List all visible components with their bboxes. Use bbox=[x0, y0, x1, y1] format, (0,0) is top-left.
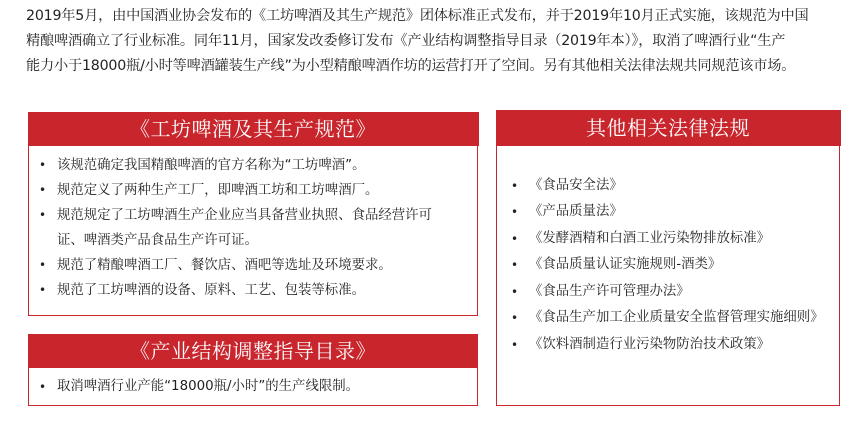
panel-title: 其他相关法律法规 bbox=[496, 110, 841, 146]
bullet-icon: • bbox=[511, 284, 519, 299]
list-item-text: 《饮料酒制造行业污染物防治技术政策》 bbox=[529, 337, 771, 353]
list-item bbox=[39, 375, 467, 399]
bullet-icon: • bbox=[39, 157, 47, 172]
bullet-icon: • bbox=[511, 231, 519, 246]
list-item bbox=[511, 305, 829, 332]
list-item bbox=[511, 173, 829, 200]
list-item bbox=[511, 279, 829, 306]
bullet-icon: • bbox=[39, 182, 47, 197]
list-item-text: 《产品质量法》 bbox=[529, 204, 623, 220]
laws-list bbox=[497, 146, 839, 359]
list-item bbox=[511, 226, 829, 253]
list-item-text: 规范定义了两种生产工厂，即啤酒工坊和工坊啤酒厂。 bbox=[57, 182, 379, 198]
list-item-text: 规范了精酿啤酒工厂、餐饮店、酒吧等选址及环境要求。 bbox=[57, 257, 392, 273]
list-item bbox=[39, 253, 467, 278]
bullet-icon: • bbox=[39, 282, 47, 297]
list-item bbox=[39, 278, 467, 303]
bullet-icon: • bbox=[39, 380, 47, 394]
industry-catalog-panel bbox=[28, 368, 478, 406]
craft-beer-standard-panel bbox=[28, 112, 478, 316]
industry-catalog-title: 《产业结构调整指导目录》 bbox=[28, 334, 478, 368]
list-item-text: 规范了工坊啤酒的设备、原料、工艺、包装等标准。 bbox=[57, 282, 365, 298]
list-item-text: 《食品生产加工企业质量安全监督管理实施细则》 bbox=[529, 310, 824, 326]
list-item bbox=[39, 203, 467, 253]
intro-paragraph bbox=[26, 4, 838, 79]
list-item-text: 规范规定了工坊啤酒生产企业应当具备营业执照、食品经营许可 bbox=[57, 207, 432, 223]
standard-list bbox=[29, 146, 477, 303]
other-laws-panel bbox=[496, 110, 840, 406]
list-item-text: 该规范确定我国精酿啤酒的官方名称为“工坊啤酒”。 bbox=[57, 157, 366, 173]
bullet-icon: • bbox=[511, 311, 519, 326]
list-item bbox=[511, 252, 829, 279]
list-item bbox=[39, 153, 467, 178]
list-item bbox=[511, 199, 829, 226]
intro-line: 2019年5月，由中国酒业协会发布的《工坊啤酒及其生产规范》团体标准正式发布，并于2019年10月正式实施，该规范为中国 bbox=[26, 8, 809, 24]
list-item-text: 《食品生产许可管理办法》 bbox=[529, 283, 690, 299]
bullet-icon: • bbox=[511, 258, 519, 273]
list-item-text: 证、啤酒类产品食品生产许可证。 bbox=[57, 232, 258, 248]
list-item-text: 《食品安全法》 bbox=[529, 177, 623, 193]
list-item bbox=[511, 332, 829, 359]
panel-title: 《工坊啤酒及其生产规范》 bbox=[28, 112, 479, 146]
list-item-text: 《食品质量认证实施规则-酒类》 bbox=[529, 257, 722, 273]
bullet-icon: • bbox=[511, 338, 519, 353]
list-item bbox=[39, 178, 467, 203]
bullet-icon: • bbox=[511, 178, 519, 193]
catalog-list bbox=[29, 368, 477, 399]
intro-line: 能力小于18000瓶/小时等啤酒罐装生产线”为小型精酿啤酒作坊的运营打开了空间。另有其他相关法律法规共同规范该市场。 bbox=[26, 58, 796, 74]
bullet-icon: • bbox=[511, 205, 519, 220]
intro-line: 精酿啤酒确立了行业标准。同年11月，国家发改委修订发布《产业结构调整指导目录（2019年本）》，取消了啤酒行业“生产 bbox=[26, 33, 786, 49]
list-item-text: 《发酵酒精和白酒工业污染物排放标准》 bbox=[529, 230, 771, 246]
bullet-icon: • bbox=[39, 257, 47, 272]
bullet-icon: • bbox=[39, 207, 47, 222]
list-item-text: 取消啤酒行业产能“18000瓶/小时”的生产线限制。 bbox=[57, 379, 360, 394]
